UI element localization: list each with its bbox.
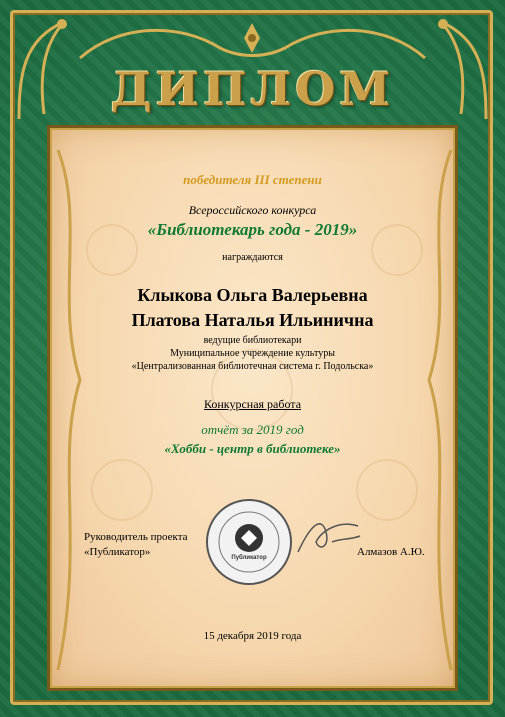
page-title: ДИПЛОМ	[110, 62, 395, 116]
contest-name: «Библиотекарь года - 2019»	[147, 220, 358, 239]
signature-icon	[292, 512, 364, 560]
awarded-text: награждаются	[222, 252, 283, 263]
top-ornament-icon	[60, 18, 445, 66]
position-line: «Централизованная библиотечная система г. Подольска»	[131, 361, 374, 372]
award-degree: победителя III степени	[183, 172, 322, 187]
recipient-name: Платова Наталья Ильинична	[131, 310, 374, 330]
signer-role-line: Руководитель проекта	[84, 531, 188, 543]
signer-role-line: «Публикатор»	[84, 546, 151, 558]
issue-date: 15 декабря 2019 года	[203, 630, 302, 642]
work-year: отчёт за 2019 год	[201, 422, 304, 437]
position-line: ведущие библиотекари	[203, 335, 302, 346]
recipient-name: Клыкова Ольга Валерьевна	[137, 285, 368, 305]
position-line: Муниципальное учреждение культуры	[170, 348, 335, 359]
publikator-seal-icon	[205, 498, 293, 586]
signer-role	[84, 530, 188, 560]
work-label: Конкурсная работа	[203, 397, 302, 411]
signer-name: Алмазов А.Ю.	[357, 546, 425, 558]
contest-label: Всероссийского конкурса	[188, 203, 317, 217]
work-title: «Хобби - центр в библиотеке»	[164, 441, 341, 456]
seal-label: Публикатор	[231, 555, 267, 561]
